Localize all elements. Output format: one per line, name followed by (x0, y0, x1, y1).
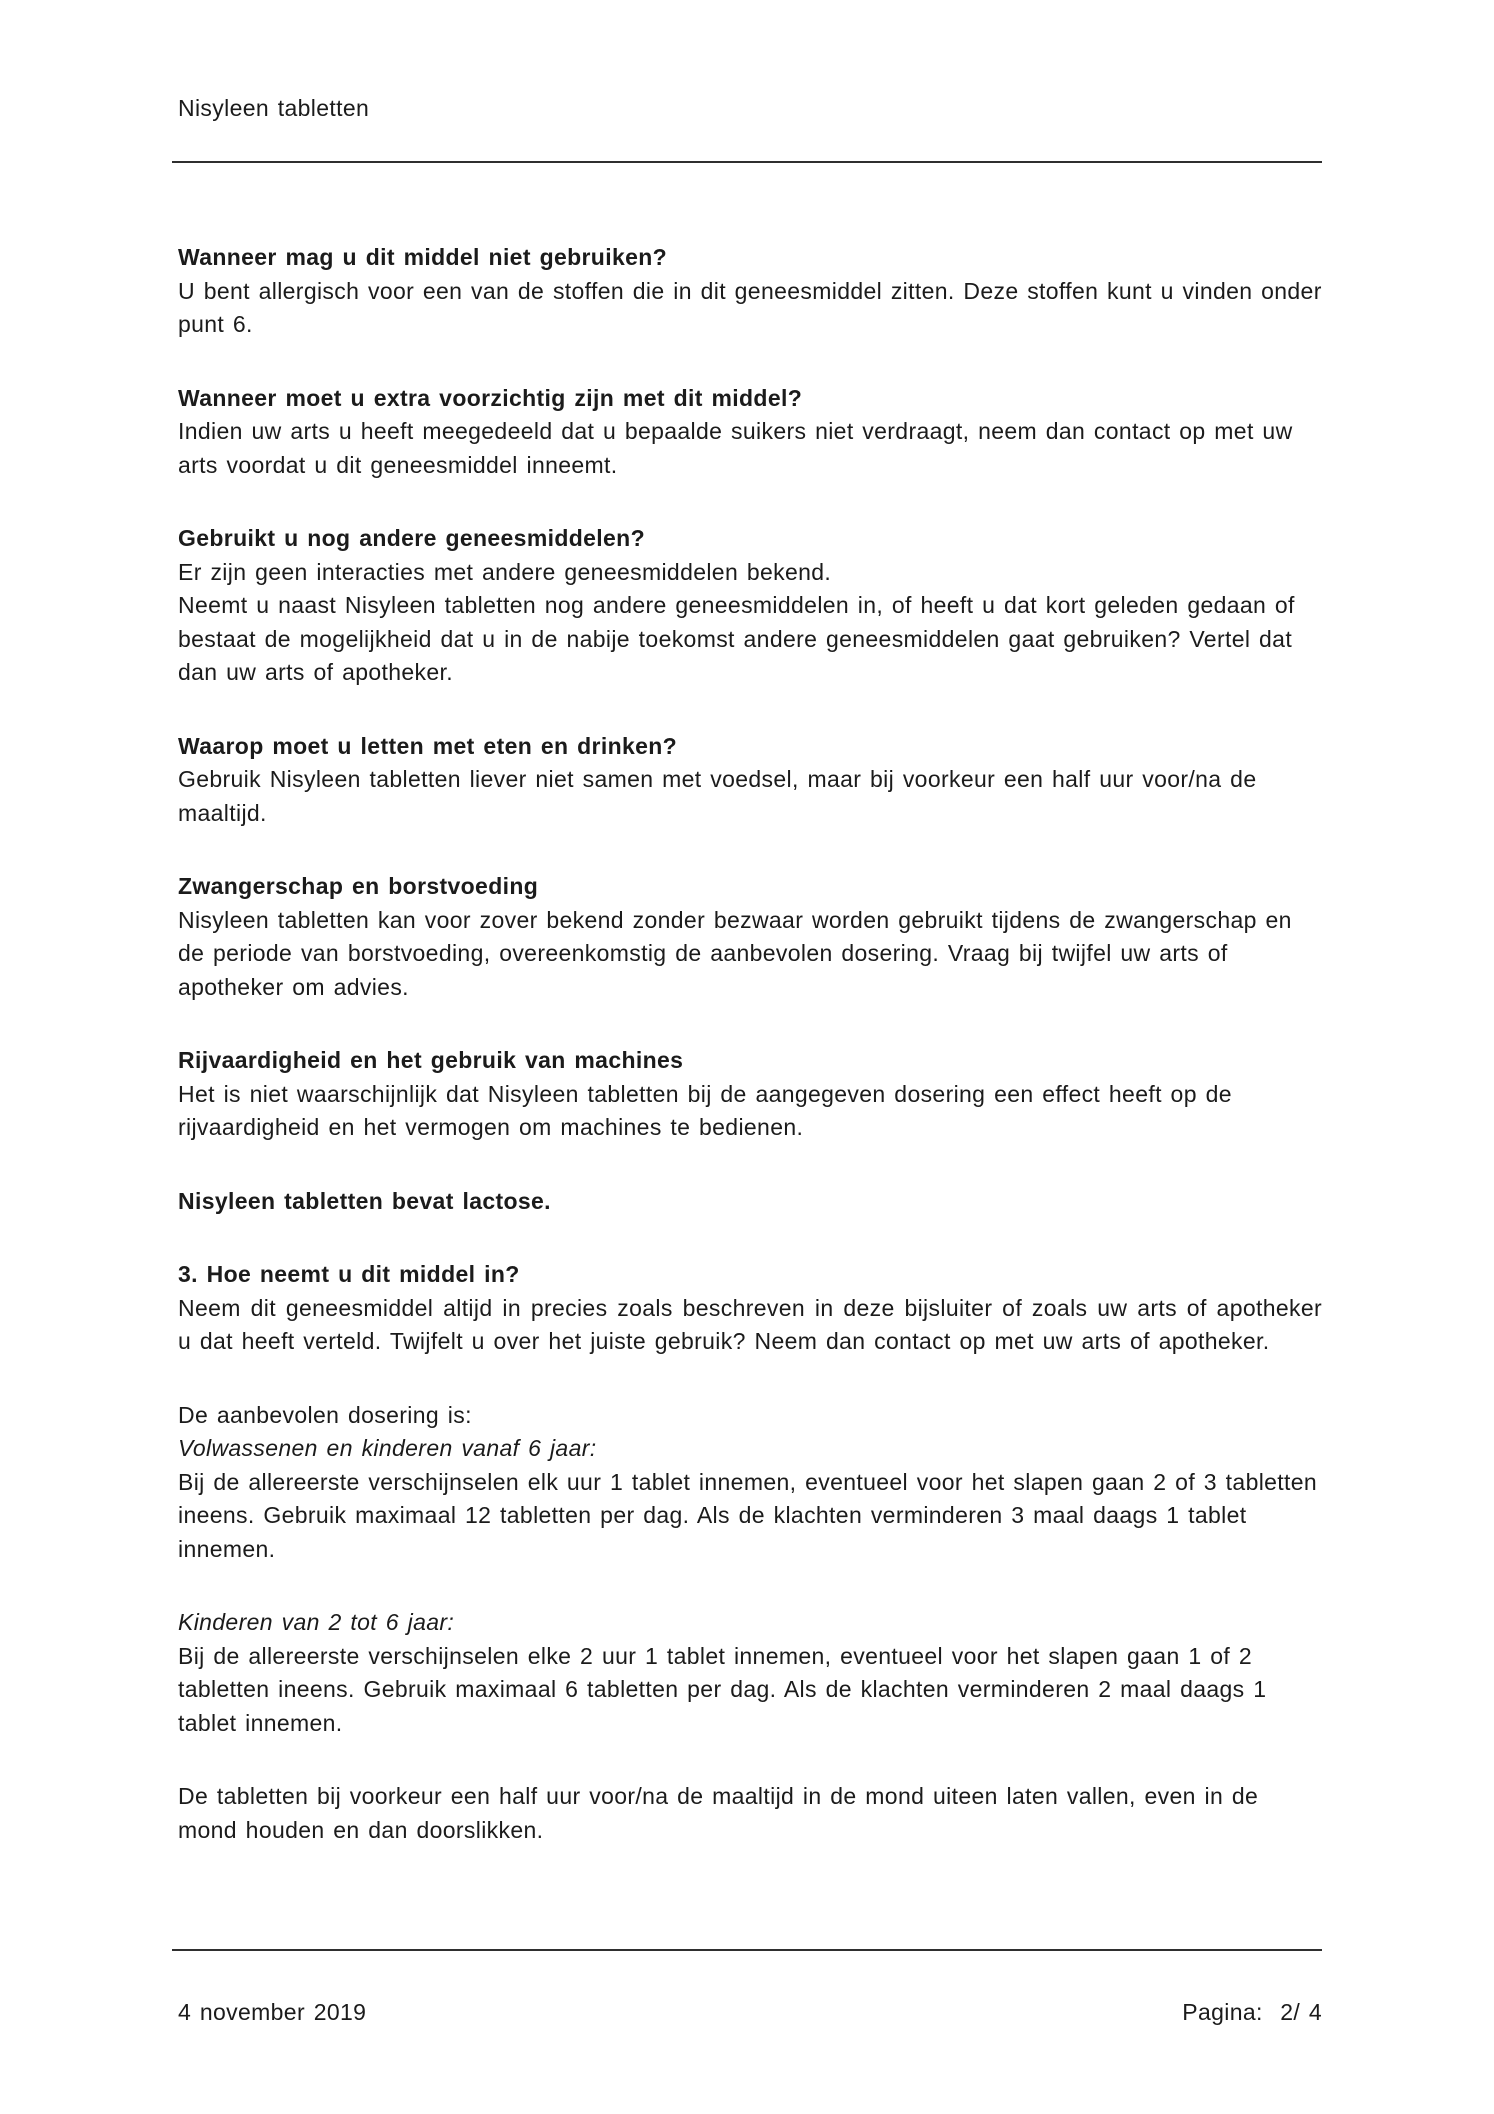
paragraph: Neemt u naast Nisyleen tabletten nog andere geneesmiddelen in, of heeft u dat kort geleden gedaan of bestaat de mogelijkheid dat u in de nabije toekomst andere geneesmiddelen gaat gebruiken? Vertel dat dan uw arts of apotheker. (178, 592, 1295, 685)
section-contraindications (178, 241, 1322, 342)
footer-date: 4 november 2019 (178, 1999, 367, 2025)
dosage-intro: De aanbevolen dosering is: (178, 1401, 472, 1428)
paragraph: Gebruik Nisyleen tabletten liever niet samen met voedsel, maar bij voorkeur een half uur voor/na de maaltijd. (178, 766, 1257, 826)
header-divider (172, 161, 1322, 163)
section-heading: Gebruikt u nog andere geneesmiddelen? (178, 525, 645, 551)
footer-page-number: Pagina: 2/ 4 (1182, 1999, 1322, 2025)
section-food-and-drink (178, 730, 1322, 831)
section-dosage-children (178, 1606, 1322, 1740)
section-pregnancy (178, 870, 1322, 1004)
paragraph: De tabletten bij voorkeur een half uur voor/na de maaltijd in de mond uiteen laten vallen, even in de mond houden en dan doorslikken. (178, 1783, 1259, 1843)
section-heading: Waarop moet u letten met eten en drinken? (178, 732, 678, 759)
section-heading: 3. Hoe neemt u dit middel in? (178, 1261, 520, 1287)
section-warnings (178, 382, 1322, 483)
section-heading: Wanneer mag u dit middel niet gebruiken? (178, 244, 668, 270)
footer-divider (172, 1949, 1322, 1951)
dosage-subheading-children: Kinderen van 2 tot 6 jaar: (178, 1609, 455, 1635)
document-title: Nisyleen tabletten (178, 95, 370, 121)
paragraph: Het is niet waarschijnlijk dat Nisyleen tabletten bij de aangegeven dosering een effect heeft op de rijvaardigheid en het vermogen om machines te bedienen. (178, 1080, 1232, 1140)
paragraph: Er zijn geen interacties met andere geneesmiddelen bekend. (178, 558, 832, 585)
paragraph: Bij de allereerste verschijnselen elke 2 uur 1 tablet innemen, eventueel voor het slapen gaan 1 of 2 tabletten ineens. Gebruik maximaal 6 tabletten per dag. Als de klachten verminderen 2 maal daags 1 tablet innemen. (178, 1642, 1267, 1736)
section-lactose-note (178, 1185, 1322, 1219)
section-heading: Wanneer moet u extra voorzichtig zijn met dit middel? (178, 384, 803, 411)
section-administration (178, 1780, 1322, 1847)
document-body (178, 241, 1322, 1847)
dosage-subheading-adults: Volwassenen en kinderen vanaf 6 jaar: (178, 1435, 597, 1461)
section-heading: Rijvaardigheid en het gebruik van machines (178, 1047, 684, 1073)
paragraph: U bent allergisch voor een van de stoffen die in dit geneesmiddel zitten. Deze stoffen kunt u vinden onder punt 6. (178, 277, 1322, 337)
section-driving-machines (178, 1044, 1322, 1145)
section-heading: Nisyleen tabletten bevat lactose. (178, 1187, 551, 1214)
paragraph: Nisyleen tabletten kan voor zover bekend zonder bezwaar worden gebruikt tijdens de zwangerschap en de periode van borstvoeding, overeenkomstig de aanbevolen dosering. Vraag bij twijfel uw arts of apotheker om advies. (178, 906, 1292, 1000)
section-heading: Zwangerschap en borstvoeding (178, 873, 539, 899)
section-how-to-take (178, 1258, 1322, 1359)
paragraph: Neem dit geneesmiddel altijd in precies zoals beschreven in deze bijsluiter of zoals uw arts of apotheker u dat heeft verteld. Twijfelt u over het juiste gebruik? Neem dan contact op met uw arts of apotheker. (178, 1294, 1322, 1354)
paragraph: Indien uw arts u heeft meegedeeld dat u bepaalde suikers niet verdraagt, neem dan contact op met uw arts voordat u dit geneesmiddel inneemt. (178, 418, 1293, 478)
section-dosage-adults (178, 1399, 1322, 1567)
section-interactions (178, 522, 1322, 690)
paragraph: Bij de allereerste verschijnselen elk uur 1 tablet innemen, eventueel voor het slapen gaan 2 of 3 tabletten ineens. Gebruik maximaal 12 tabletten per dag. Als de klachten verminderen 3 maal daags 1 tablet innemen. (178, 1468, 1318, 1562)
